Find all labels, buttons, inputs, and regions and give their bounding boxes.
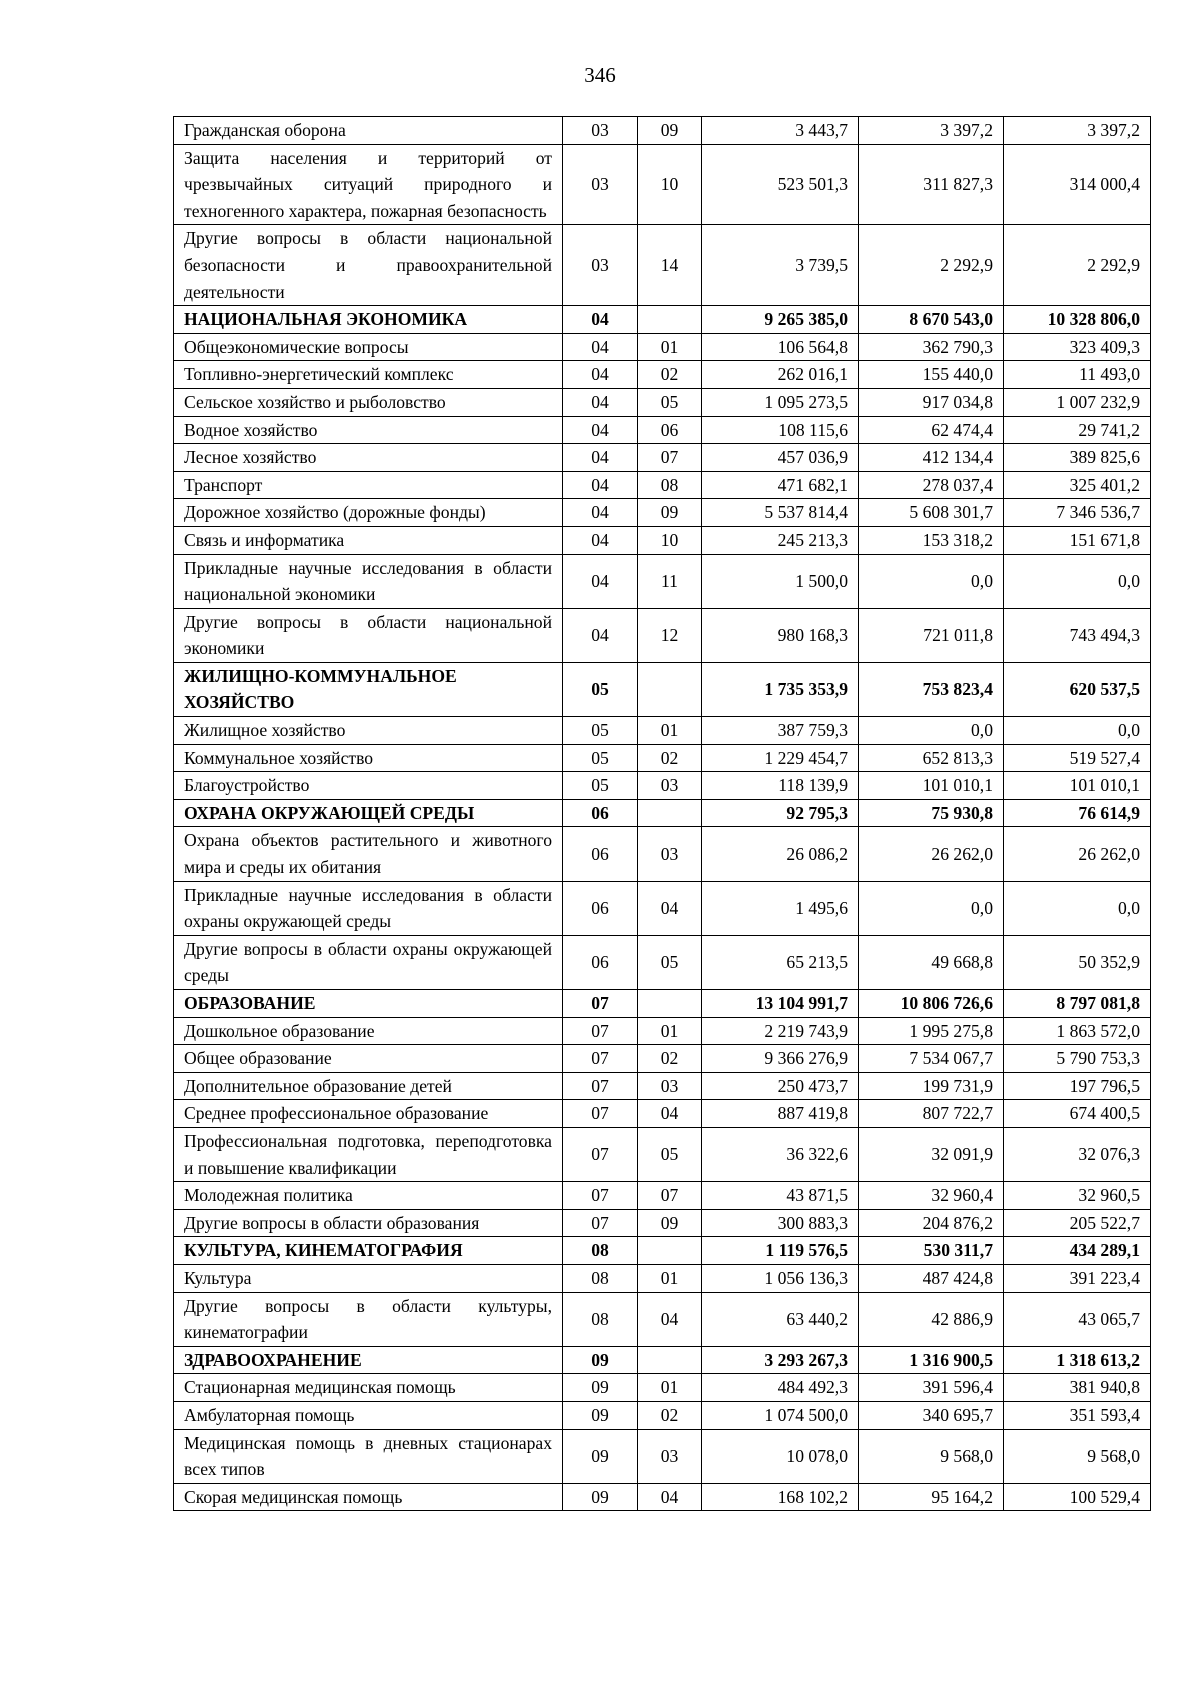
row-subsection-code: 02 xyxy=(638,744,702,772)
row-name: Общеэкономические вопросы xyxy=(174,333,563,361)
row-value-2: 362 790,3 xyxy=(859,333,1004,361)
row-name: Благоустройство xyxy=(174,772,563,800)
row-subsection-code: 04 xyxy=(638,1292,702,1346)
row-name: Амбулаторная помощь xyxy=(174,1401,563,1429)
table-row xyxy=(174,416,1151,444)
row-value-3: 743 494,3 xyxy=(1004,608,1151,662)
row-value-3: 43 065,7 xyxy=(1004,1292,1151,1346)
row-section-code: 04 xyxy=(563,499,638,527)
row-value-1: 36 322,6 xyxy=(702,1127,859,1181)
row-section-code: 09 xyxy=(563,1401,638,1429)
row-name: КУЛЬТУРА, КИНЕМАТОГРАФИЯ xyxy=(174,1237,563,1265)
row-section-code: 04 xyxy=(563,306,638,334)
row-name: Сельское хозяйство и рыболовство xyxy=(174,388,563,416)
row-name: Дорожное хозяйство (дорожные фонды) xyxy=(174,499,563,527)
row-value-1: 26 086,2 xyxy=(702,827,859,881)
row-value-1: 1 735 353,9 xyxy=(702,662,859,716)
row-value-3: 205 522,7 xyxy=(1004,1209,1151,1237)
row-subsection-code: 09 xyxy=(638,499,702,527)
row-value-1: 118 139,9 xyxy=(702,772,859,800)
row-name: Другие вопросы в области культуры, кинематографии xyxy=(174,1292,563,1346)
row-section-code: 05 xyxy=(563,744,638,772)
table-row xyxy=(174,827,1151,881)
row-value-3: 2 292,9 xyxy=(1004,225,1151,306)
row-section-code: 04 xyxy=(563,554,638,608)
row-value-3: 1 007 232,9 xyxy=(1004,388,1151,416)
row-value-1: 92 795,3 xyxy=(702,799,859,827)
table-row xyxy=(174,471,1151,499)
row-value-2: 42 886,9 xyxy=(859,1292,1004,1346)
row-value-1: 10 078,0 xyxy=(702,1429,859,1483)
row-value-2: 0,0 xyxy=(859,881,1004,935)
row-subsection-code: 01 xyxy=(638,717,702,745)
row-value-3: 0,0 xyxy=(1004,717,1151,745)
table-row xyxy=(174,1127,1151,1181)
row-value-2: 487 424,8 xyxy=(859,1264,1004,1292)
row-value-2: 10 806 726,6 xyxy=(859,990,1004,1018)
row-value-2: 75 930,8 xyxy=(859,799,1004,827)
row-subsection-code: 05 xyxy=(638,388,702,416)
row-section-code: 04 xyxy=(563,416,638,444)
row-subsection-code xyxy=(638,662,702,716)
row-section-code: 09 xyxy=(563,1346,638,1374)
row-value-2: 1 995 275,8 xyxy=(859,1017,1004,1045)
row-subsection-code: 11 xyxy=(638,554,702,608)
row-value-3: 101 010,1 xyxy=(1004,772,1151,800)
row-section-code: 06 xyxy=(563,827,638,881)
row-section-code: 07 xyxy=(563,1209,638,1237)
row-value-2: 199 731,9 xyxy=(859,1072,1004,1100)
row-value-2: 155 440,0 xyxy=(859,361,1004,389)
row-subsection-code: 06 xyxy=(638,416,702,444)
row-section-code: 07 xyxy=(563,1127,638,1181)
row-value-3: 0,0 xyxy=(1004,881,1151,935)
row-value-3: 29 741,2 xyxy=(1004,416,1151,444)
row-value-3: 100 529,4 xyxy=(1004,1483,1151,1511)
row-value-3: 7 346 536,7 xyxy=(1004,499,1151,527)
budget-table xyxy=(173,116,1151,1511)
row-name: Молодежная политика xyxy=(174,1182,563,1210)
row-value-2: 32 960,4 xyxy=(859,1182,1004,1210)
row-name: Водное хозяйство xyxy=(174,416,563,444)
row-name: Топливно-энергетический комплекс xyxy=(174,361,563,389)
row-name: Другие вопросы в области образования xyxy=(174,1209,563,1237)
row-section-code: 07 xyxy=(563,990,638,1018)
row-value-3: 314 000,4 xyxy=(1004,144,1151,225)
row-subsection-code xyxy=(638,990,702,1018)
row-section-code: 07 xyxy=(563,1182,638,1210)
row-value-2: 0,0 xyxy=(859,717,1004,745)
row-section-code: 04 xyxy=(563,361,638,389)
row-value-3: 434 289,1 xyxy=(1004,1237,1151,1265)
row-name: ЗДРАВООХРАНЕНИЕ xyxy=(174,1346,563,1374)
row-value-3: 351 593,4 xyxy=(1004,1401,1151,1429)
row-subsection-code: 04 xyxy=(638,1483,702,1511)
row-name: Жилищное хозяйство xyxy=(174,717,563,745)
row-name: Дополнительное образование детей xyxy=(174,1072,563,1100)
row-value-3: 5 790 753,3 xyxy=(1004,1045,1151,1073)
row-name: Другие вопросы в области национальной экономики xyxy=(174,608,563,662)
table-section-row xyxy=(174,990,1151,1018)
row-value-2: 0,0 xyxy=(859,554,1004,608)
row-subsection-code: 03 xyxy=(638,1072,702,1100)
row-value-3: 32 960,5 xyxy=(1004,1182,1151,1210)
page-number: 346 xyxy=(584,63,616,87)
row-section-code: 08 xyxy=(563,1264,638,1292)
row-value-1: 1 074 500,0 xyxy=(702,1401,859,1429)
row-value-1: 262 016,1 xyxy=(702,361,859,389)
row-name: Культура xyxy=(174,1264,563,1292)
row-value-3: 389 825,6 xyxy=(1004,444,1151,472)
row-section-code: 04 xyxy=(563,526,638,554)
row-name: Прикладные научные исследования в области национальной экономики xyxy=(174,554,563,608)
table-row xyxy=(174,1209,1151,1237)
row-subsection-code: 08 xyxy=(638,471,702,499)
row-value-1: 9 366 276,9 xyxy=(702,1045,859,1073)
row-name: Другие вопросы в области национальной безопасности и правоохранительной деятельности xyxy=(174,225,563,306)
row-subsection-code: 01 xyxy=(638,1017,702,1045)
row-value-2: 5 608 301,7 xyxy=(859,499,1004,527)
row-value-2: 49 668,8 xyxy=(859,935,1004,989)
row-value-1: 13 104 991,7 xyxy=(702,990,859,1018)
row-value-1: 1 500,0 xyxy=(702,554,859,608)
row-subsection-code: 02 xyxy=(638,361,702,389)
row-value-1: 3 443,7 xyxy=(702,117,859,145)
row-value-3: 1 863 572,0 xyxy=(1004,1017,1151,1045)
row-name: Защита населения и территорий от чрезвычайных ситуаций природного и техногенного характера, пожарная безопасность xyxy=(174,144,563,225)
row-value-3: 11 493,0 xyxy=(1004,361,1151,389)
row-section-code: 07 xyxy=(563,1100,638,1128)
row-value-2: 9 568,0 xyxy=(859,1429,1004,1483)
table-row xyxy=(174,1483,1151,1511)
row-value-3: 26 262,0 xyxy=(1004,827,1151,881)
row-value-2: 95 164,2 xyxy=(859,1483,1004,1511)
row-value-1: 1 119 576,5 xyxy=(702,1237,859,1265)
row-value-1: 523 501,3 xyxy=(702,144,859,225)
row-name: Скорая медицинская помощь xyxy=(174,1483,563,1511)
row-value-2: 2 292,9 xyxy=(859,225,1004,306)
table-row xyxy=(174,1045,1151,1073)
row-value-1: 300 883,3 xyxy=(702,1209,859,1237)
row-section-code: 07 xyxy=(563,1072,638,1100)
row-value-3: 391 223,4 xyxy=(1004,1264,1151,1292)
row-value-3: 3 397,2 xyxy=(1004,117,1151,145)
table-section-row xyxy=(174,1237,1151,1265)
table-row xyxy=(174,935,1151,989)
row-value-2: 7 534 067,7 xyxy=(859,1045,1004,1073)
row-value-3: 620 537,5 xyxy=(1004,662,1151,716)
row-section-code: 07 xyxy=(563,1045,638,1073)
row-value-2: 8 670 543,0 xyxy=(859,306,1004,334)
row-name: ОБРАЗОВАНИЕ xyxy=(174,990,563,1018)
row-value-3: 197 796,5 xyxy=(1004,1072,1151,1100)
row-value-3: 50 352,9 xyxy=(1004,935,1151,989)
row-section-code: 06 xyxy=(563,799,638,827)
row-value-2: 391 596,4 xyxy=(859,1374,1004,1402)
row-value-3: 32 076,3 xyxy=(1004,1127,1151,1181)
row-section-code: 05 xyxy=(563,772,638,800)
row-name: Дошкольное образование xyxy=(174,1017,563,1045)
row-subsection-code: 02 xyxy=(638,1045,702,1073)
row-value-1: 108 115,6 xyxy=(702,416,859,444)
row-value-3: 0,0 xyxy=(1004,554,1151,608)
row-section-code: 04 xyxy=(563,608,638,662)
row-name: Гражданская оборона xyxy=(174,117,563,145)
row-value-2: 62 474,4 xyxy=(859,416,1004,444)
table-row xyxy=(174,1017,1151,1045)
table-row xyxy=(174,117,1151,145)
row-subsection-code: 02 xyxy=(638,1401,702,1429)
row-name: Транспорт xyxy=(174,471,563,499)
table-section-row xyxy=(174,306,1151,334)
row-value-3: 674 400,5 xyxy=(1004,1100,1151,1128)
row-value-1: 1 056 136,3 xyxy=(702,1264,859,1292)
row-subsection-code: 04 xyxy=(638,1100,702,1128)
row-section-code: 09 xyxy=(563,1483,638,1511)
row-value-1: 43 871,5 xyxy=(702,1182,859,1210)
row-value-1: 457 036,9 xyxy=(702,444,859,472)
row-section-code: 04 xyxy=(563,471,638,499)
row-name: Профессиональная подготовка, переподготовка и повышение квалификации xyxy=(174,1127,563,1181)
row-section-code: 09 xyxy=(563,1374,638,1402)
table-row xyxy=(174,444,1151,472)
row-value-3: 8 797 081,8 xyxy=(1004,990,1151,1018)
row-subsection-code: 14 xyxy=(638,225,702,306)
row-subsection-code: 05 xyxy=(638,935,702,989)
row-section-code: 09 xyxy=(563,1429,638,1483)
row-name: ЖИЛИЩНО-КОММУНАЛЬНОЕ ХОЗЯЙСТВО xyxy=(174,662,563,716)
table-row xyxy=(174,499,1151,527)
row-name: Охрана объектов растительного и животного мира и среды их обитания xyxy=(174,827,563,881)
table-row xyxy=(174,361,1151,389)
row-section-code: 05 xyxy=(563,662,638,716)
row-value-3: 76 614,9 xyxy=(1004,799,1151,827)
row-value-2: 753 823,4 xyxy=(859,662,1004,716)
row-section-code: 04 xyxy=(563,388,638,416)
row-name: Среднее профессиональное образование xyxy=(174,1100,563,1128)
row-value-1: 245 213,3 xyxy=(702,526,859,554)
row-value-2: 101 010,1 xyxy=(859,772,1004,800)
row-subsection-code: 01 xyxy=(638,1264,702,1292)
row-subsection-code: 09 xyxy=(638,117,702,145)
table-row xyxy=(174,772,1151,800)
table-row xyxy=(174,1100,1151,1128)
row-subsection-code xyxy=(638,1237,702,1265)
table-row xyxy=(174,1264,1151,1292)
table-row xyxy=(174,225,1151,306)
row-subsection-code: 07 xyxy=(638,1182,702,1210)
row-value-2: 204 876,2 xyxy=(859,1209,1004,1237)
row-value-2: 3 397,2 xyxy=(859,117,1004,145)
table-row xyxy=(174,744,1151,772)
row-value-1: 1 229 454,7 xyxy=(702,744,859,772)
row-value-2: 278 037,4 xyxy=(859,471,1004,499)
row-subsection-code xyxy=(638,1346,702,1374)
row-value-3: 323 409,3 xyxy=(1004,333,1151,361)
row-subsection-code: 12 xyxy=(638,608,702,662)
row-name: Прикладные научные исследования в области охраны окружающей среды xyxy=(174,881,563,935)
row-section-code: 08 xyxy=(563,1292,638,1346)
row-section-code: 03 xyxy=(563,117,638,145)
row-value-1: 106 564,8 xyxy=(702,333,859,361)
table-row xyxy=(174,1182,1151,1210)
row-subsection-code: 01 xyxy=(638,333,702,361)
row-section-code: 04 xyxy=(563,444,638,472)
row-subsection-code xyxy=(638,306,702,334)
row-name: Общее образование xyxy=(174,1045,563,1073)
row-value-1: 65 213,5 xyxy=(702,935,859,989)
row-value-2: 917 034,8 xyxy=(859,388,1004,416)
row-value-2: 1 316 900,5 xyxy=(859,1346,1004,1374)
row-value-2: 530 311,7 xyxy=(859,1237,1004,1265)
row-value-2: 340 695,7 xyxy=(859,1401,1004,1429)
row-value-1: 5 537 814,4 xyxy=(702,499,859,527)
row-name: НАЦИОНАЛЬНАЯ ЭКОНОМИКА xyxy=(174,306,563,334)
row-name: Связь и информатика xyxy=(174,526,563,554)
row-section-code: 06 xyxy=(563,881,638,935)
row-value-2: 26 262,0 xyxy=(859,827,1004,881)
row-section-code: 07 xyxy=(563,1017,638,1045)
row-value-2: 32 091,9 xyxy=(859,1127,1004,1181)
table-row xyxy=(174,717,1151,745)
row-value-1: 471 682,1 xyxy=(702,471,859,499)
row-value-1: 887 419,8 xyxy=(702,1100,859,1128)
row-section-code: 05 xyxy=(563,717,638,745)
row-subsection-code: 10 xyxy=(638,526,702,554)
table-row xyxy=(174,1292,1151,1346)
row-value-3: 381 940,8 xyxy=(1004,1374,1151,1402)
table-section-row xyxy=(174,662,1151,716)
row-section-code: 04 xyxy=(563,333,638,361)
table-section-row xyxy=(174,799,1151,827)
row-value-3: 10 328 806,0 xyxy=(1004,306,1151,334)
row-subsection-code: 03 xyxy=(638,827,702,881)
row-subsection-code: 03 xyxy=(638,772,702,800)
table-row xyxy=(174,1401,1151,1429)
row-subsection-code: 09 xyxy=(638,1209,702,1237)
row-subsection-code: 07 xyxy=(638,444,702,472)
row-value-1: 387 759,3 xyxy=(702,717,859,745)
table-section-row xyxy=(174,1346,1151,1374)
row-value-2: 311 827,3 xyxy=(859,144,1004,225)
row-section-code: 08 xyxy=(563,1237,638,1265)
row-subsection-code xyxy=(638,799,702,827)
row-section-code: 06 xyxy=(563,935,638,989)
row-subsection-code: 01 xyxy=(638,1374,702,1402)
row-section-code: 03 xyxy=(563,144,638,225)
row-section-code: 03 xyxy=(563,225,638,306)
table-row xyxy=(174,608,1151,662)
row-value-1: 63 440,2 xyxy=(702,1292,859,1346)
table-row xyxy=(174,144,1151,225)
row-name: Другие вопросы в области охраны окружающей среды xyxy=(174,935,563,989)
row-name: Коммунальное хозяйство xyxy=(174,744,563,772)
row-value-1: 1 495,6 xyxy=(702,881,859,935)
row-value-3: 519 527,4 xyxy=(1004,744,1151,772)
row-value-1: 250 473,7 xyxy=(702,1072,859,1100)
table-row xyxy=(174,554,1151,608)
row-value-3: 151 671,8 xyxy=(1004,526,1151,554)
row-value-2: 807 722,7 xyxy=(859,1100,1004,1128)
table-row xyxy=(174,526,1151,554)
table-row xyxy=(174,1374,1151,1402)
budget-table-body xyxy=(174,117,1151,1511)
row-value-2: 153 318,2 xyxy=(859,526,1004,554)
row-value-1: 168 102,2 xyxy=(702,1483,859,1511)
row-name: Стационарная медицинская помощь xyxy=(174,1374,563,1402)
row-value-3: 325 401,2 xyxy=(1004,471,1151,499)
row-value-1: 484 492,3 xyxy=(702,1374,859,1402)
row-value-1: 980 168,3 xyxy=(702,608,859,662)
table-row xyxy=(174,881,1151,935)
row-value-2: 412 134,4 xyxy=(859,444,1004,472)
row-value-1: 3 293 267,3 xyxy=(702,1346,859,1374)
row-name: Медицинская помощь в дневных стационарах всех типов xyxy=(174,1429,563,1483)
row-value-3: 9 568,0 xyxy=(1004,1429,1151,1483)
table-row xyxy=(174,388,1151,416)
table-row xyxy=(174,1072,1151,1100)
row-name: Лесное хозяйство xyxy=(174,444,563,472)
row-name: ОХРАНА ОКРУЖАЮЩЕЙ СРЕДЫ xyxy=(174,799,563,827)
row-value-1: 1 095 273,5 xyxy=(702,388,859,416)
row-subsection-code: 03 xyxy=(638,1429,702,1483)
table-row xyxy=(174,1429,1151,1483)
row-subsection-code: 05 xyxy=(638,1127,702,1181)
row-value-1: 3 739,5 xyxy=(702,225,859,306)
row-value-2: 652 813,3 xyxy=(859,744,1004,772)
row-subsection-code: 04 xyxy=(638,881,702,935)
table-row xyxy=(174,333,1151,361)
row-value-1: 2 219 743,9 xyxy=(702,1017,859,1045)
row-subsection-code: 10 xyxy=(638,144,702,225)
row-value-1: 9 265 385,0 xyxy=(702,306,859,334)
row-value-3: 1 318 613,2 xyxy=(1004,1346,1151,1374)
row-value-2: 721 011,8 xyxy=(859,608,1004,662)
